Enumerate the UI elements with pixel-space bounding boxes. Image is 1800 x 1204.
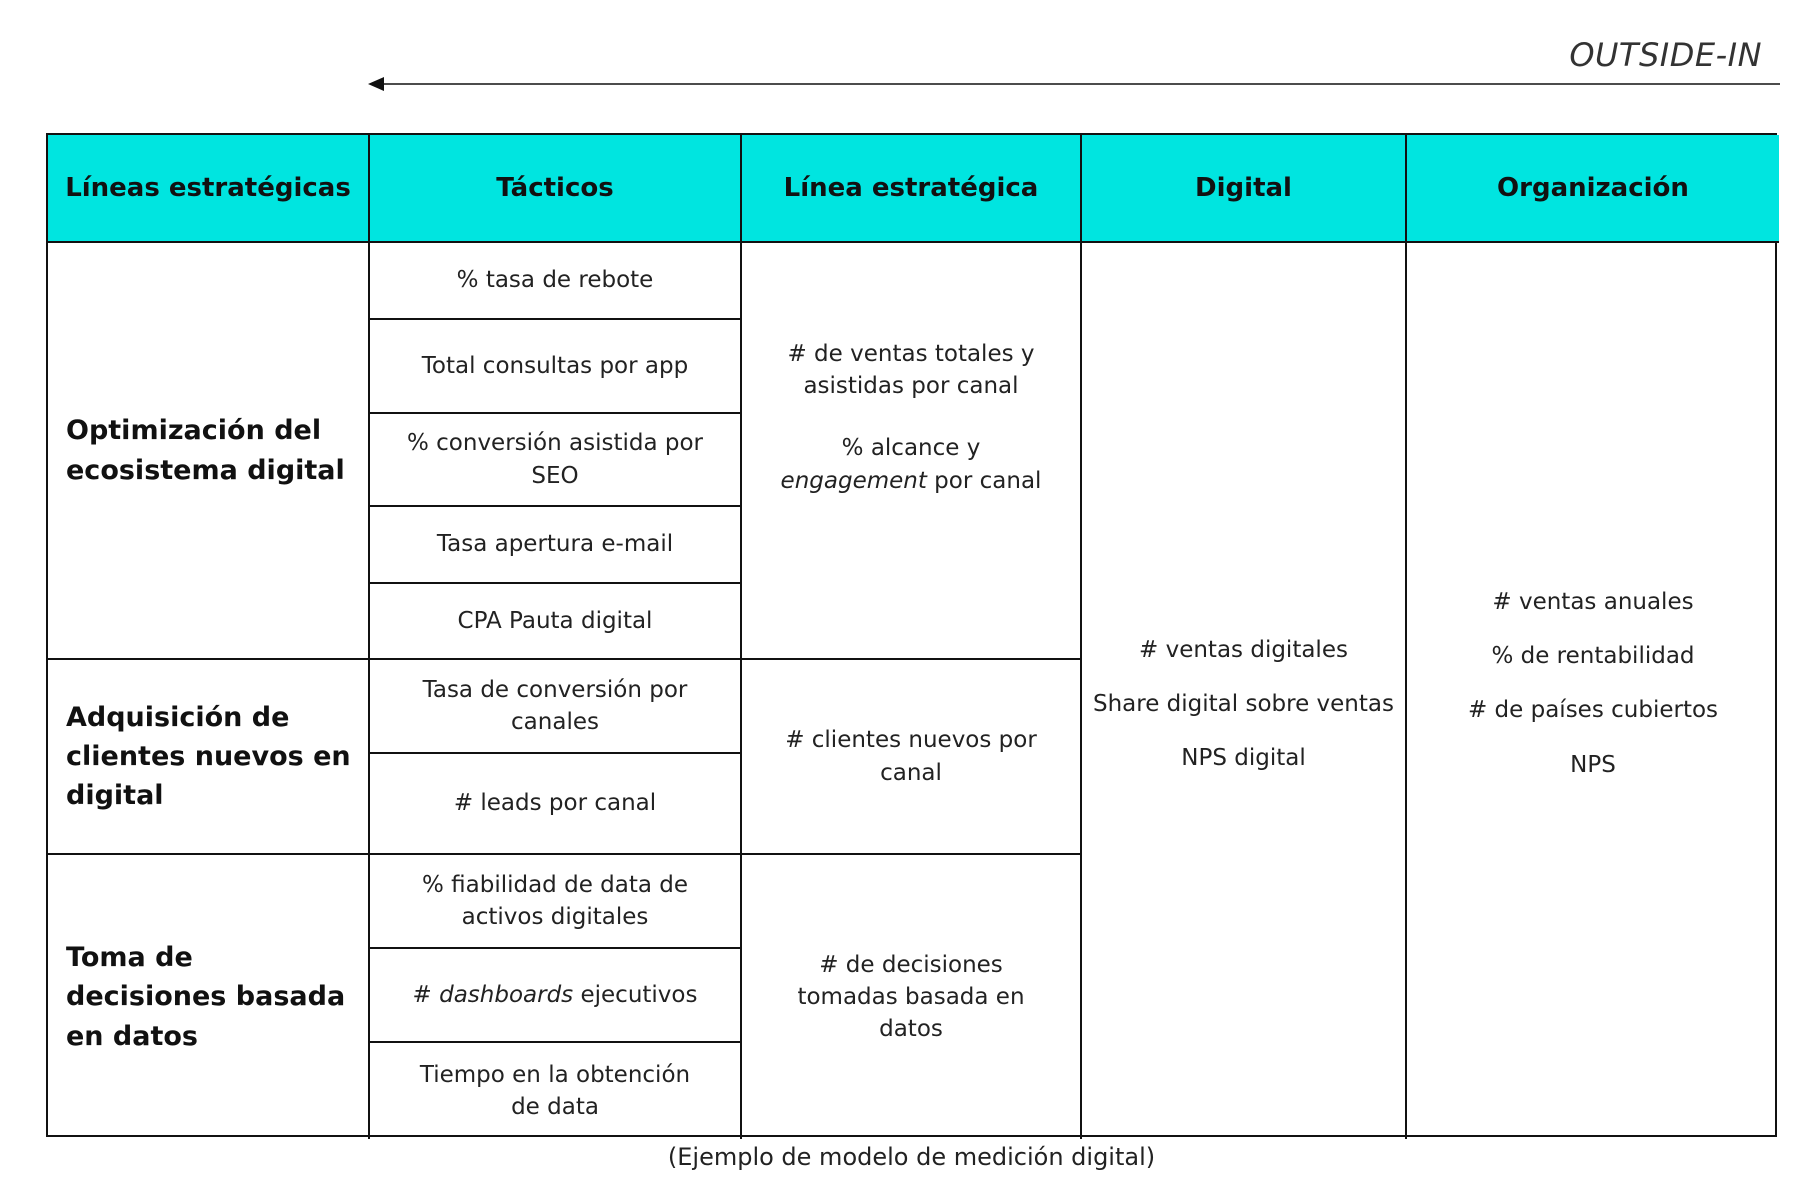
strategic-kpi-group-1-stack — [752, 338, 1070, 497]
tactic-dashboards-suffix: ejecutivos — [573, 981, 698, 1008]
tactic-cell: % conversión asistida por SEO — [370, 414, 742, 507]
strategic-line-adquisicion: Adquisición de clientes nuevos en digital — [48, 660, 370, 855]
organization-kpi-stack — [1468, 575, 1718, 792]
tactic-cell: % tasa de rebote — [370, 243, 742, 320]
strategic-kpi-alcance-prefix: % alcance y — [841, 435, 981, 462]
tactic-cell: CPA Pauta digital — [370, 584, 742, 660]
strategic-kpi-group-3: # de decisiones tomadas basada en datos — [742, 855, 1082, 1139]
outside-in-label: OUTSIDE-IN — [1569, 36, 1762, 74]
strategic-kpi-group-2: # clientes nuevos por canal — [742, 660, 1082, 855]
organization-kpi-list — [1407, 243, 1779, 1139]
strategic-kpi-alcance — [752, 432, 1070, 496]
strategic-line-toma-decisiones: Toma de decisiones basada en datos — [48, 855, 370, 1139]
digital-kpi-item: NPS digital — [1181, 745, 1306, 772]
tactic-cell: Tasa apertura e-mail — [370, 507, 742, 584]
organization-kpi-item: % de rentabilidad — [1491, 643, 1695, 670]
header-lineas-estrategicas: Líneas estratégicas — [48, 135, 370, 243]
organization-kpi-item: NPS — [1570, 751, 1616, 778]
header-organizacion: Organización — [1407, 135, 1779, 243]
tactic-cell: # leads por canal — [370, 754, 742, 855]
tactic-cell: Total consultas por app — [370, 320, 742, 414]
strategic-kpi-alcance-suffix: por canal — [926, 467, 1042, 494]
strategic-kpi-ventas: # de ventas totales y asistidas por canal — [787, 341, 1035, 400]
tactic-cell: Tiempo en la obtención de data — [370, 1043, 742, 1139]
organization-kpi-item: # de países cubiertos — [1467, 697, 1719, 724]
strategic-kpi-alcance-emphasis: engagement — [780, 467, 927, 494]
tactic-cell: Tasa de conversión por canales — [370, 660, 742, 754]
digital-kpi-item: # ventas digitales — [1139, 637, 1348, 663]
tactic-cell — [370, 949, 742, 1043]
tactic-dashboards-prefix: # — [412, 981, 440, 1008]
organization-kpi-item: # ventas anuales — [1492, 589, 1694, 615]
header-tacticos: Tácticos — [370, 135, 742, 243]
direction-arrow-icon — [368, 74, 1780, 94]
tactic-cell: % fiabilidad de data de activos digitales — [370, 855, 742, 949]
strategic-line-optimizacion: Optimización del ecosistema digital — [48, 243, 370, 660]
figure-caption: (Ejemplo de modelo de medición digital) — [667, 1143, 1156, 1171]
digital-kpi-stack — [1093, 623, 1394, 786]
header-digital: Digital — [1082, 135, 1407, 243]
digital-kpi-list — [1082, 243, 1407, 1139]
strategic-kpi-group-1 — [742, 243, 1082, 660]
tactic-dashboards-text — [413, 979, 698, 1011]
tactic-dashboards-emphasis: dashboards — [439, 981, 574, 1008]
measurement-model-table — [46, 133, 1777, 1137]
header-linea-estrategica: Línea estratégica — [742, 135, 1082, 243]
digital-kpi-item: Share digital sobre ventas — [1093, 691, 1394, 718]
